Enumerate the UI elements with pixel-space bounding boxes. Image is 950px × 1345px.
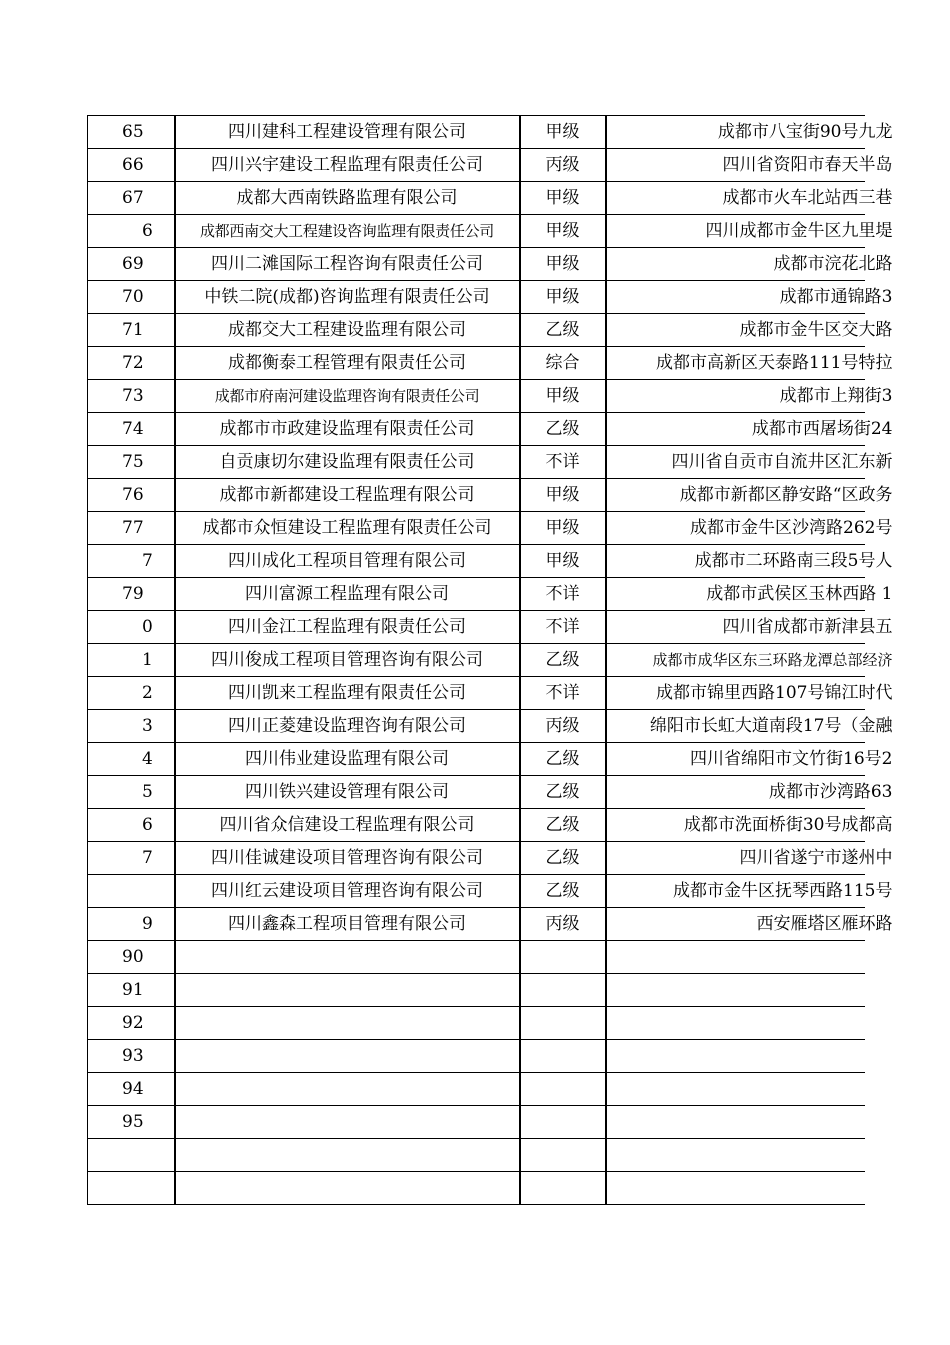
cell-company-name[interactable]: 成都市市政建设监理有限责任公司: [175, 413, 520, 446]
cell-grade[interactable]: 乙级: [520, 314, 606, 347]
cell-grade[interactable]: 不详: [520, 578, 606, 611]
cell-company-name[interactable]: 成都交大工程建设监理有限公司: [175, 314, 520, 347]
cell-number[interactable]: 70: [88, 281, 175, 314]
table-row: [88, 545, 865, 578]
cell-company-name[interactable]: [175, 1073, 520, 1106]
cell-grade[interactable]: [520, 1139, 606, 1172]
cell-address-text: 成都市金牛区交大路: [739, 320, 893, 340]
cell-grade[interactable]: 乙级: [520, 875, 606, 908]
cell-number[interactable]: 93: [88, 1040, 175, 1073]
cell-address-text: 四川省遂宁市遂州中: [739, 848, 893, 868]
cell-address[interactable]: [606, 908, 893, 941]
table-row: [88, 1007, 865, 1040]
cell-number[interactable]: 79: [88, 578, 175, 611]
cell-address-text: 四川成都市金牛区九里堤: [705, 221, 893, 241]
cell-number[interactable]: [88, 1139, 175, 1172]
cell-grade[interactable]: 甲级: [520, 116, 606, 149]
cell-company-name[interactable]: 成都市众恒建设工程监理有限责任公司: [175, 512, 520, 545]
cell-company-name[interactable]: 四川金江工程监理有限责任公司: [175, 611, 520, 644]
cell-number[interactable]: 94: [88, 1073, 175, 1106]
cell-grade[interactable]: [520, 1106, 606, 1139]
table-row: [88, 578, 865, 611]
cell-grade[interactable]: [520, 1172, 606, 1205]
cell-address[interactable]: [606, 1040, 865, 1073]
cell-number[interactable]: 66: [88, 149, 175, 182]
cell-grade[interactable]: 甲级: [520, 512, 606, 545]
cell-address-text: 成都市金牛区沙湾路262号: [690, 518, 893, 538]
cell-company-name[interactable]: [175, 974, 520, 1007]
cell-address[interactable]: [606, 446, 893, 479]
cell-grade[interactable]: 综合: [520, 347, 606, 380]
cell-number[interactable]: 7: [88, 842, 175, 875]
cell-number[interactable]: 71: [88, 314, 175, 347]
cell-grade[interactable]: 甲级: [520, 380, 606, 413]
table-row: [88, 446, 865, 479]
cell-number[interactable]: 4: [88, 743, 175, 776]
cell-address[interactable]: [606, 1073, 865, 1106]
cell-number[interactable]: [88, 1172, 175, 1205]
cell-grade[interactable]: 丙级: [520, 908, 606, 941]
cell-grade[interactable]: 不详: [520, 611, 606, 644]
cell-number[interactable]: [88, 875, 175, 908]
table-row: [88, 380, 865, 413]
table-row: [88, 809, 865, 842]
cell-number[interactable]: 7: [88, 545, 175, 578]
cell-grade[interactable]: [520, 941, 606, 974]
cell-company-name[interactable]: 四川正菱建设监理咨询有限公司: [175, 710, 520, 743]
cell-grade[interactable]: 乙级: [520, 776, 606, 809]
table-row: [88, 677, 865, 710]
cell-address-text: 四川省绵阳市文竹街16号2: [690, 749, 893, 769]
cell-number[interactable]: 76: [88, 479, 175, 512]
cell-address-text: 成都市高新区天泰路111号特拉: [656, 353, 893, 373]
cell-company-name[interactable]: 四川佳诚建设项目管理咨询有限公司: [175, 842, 520, 875]
cell-grade[interactable]: 甲级: [520, 479, 606, 512]
cell-grade[interactable]: 丙级: [520, 149, 606, 182]
table-row: [88, 215, 865, 248]
table-row: [88, 875, 865, 908]
cell-number[interactable]: 2: [88, 677, 175, 710]
cell-grade[interactable]: 乙级: [520, 842, 606, 875]
cell-company-name[interactable]: 四川凯来工程监理有限责任公司: [175, 677, 520, 710]
cell-address[interactable]: [606, 941, 865, 974]
cell-address-text: 绵阳市长虹大道南段17号（金融: [649, 716, 893, 736]
cell-company-name[interactable]: 四川富源工程监理有限公司: [175, 578, 520, 611]
cell-number[interactable]: 5: [88, 776, 175, 809]
cell-address[interactable]: [606, 644, 893, 677]
cell-company-name[interactable]: 中铁二院(成都)咨询监理有限责任公司: [175, 281, 520, 314]
table-row: [88, 611, 865, 644]
cell-address[interactable]: [606, 545, 893, 578]
cell-company-name[interactable]: [175, 1139, 520, 1172]
cell-address[interactable]: [606, 1172, 865, 1205]
table-row: [88, 1073, 865, 1106]
cell-address-text: 成都市金牛区抚琴西路115号: [673, 881, 893, 901]
cell-company-name[interactable]: 四川俊成工程项目管理咨询有限公司: [175, 644, 520, 677]
cell-company-name[interactable]: 四川伟业建设监理有限公司: [175, 743, 520, 776]
cell-address[interactable]: [606, 809, 893, 842]
cell-address[interactable]: [606, 347, 893, 380]
cell-address[interactable]: [606, 842, 893, 875]
cell-number[interactable]: 0: [88, 611, 175, 644]
cell-company-name[interactable]: [175, 1040, 520, 1073]
cell-address[interactable]: [606, 116, 893, 149]
table-row: [88, 743, 865, 776]
cell-number[interactable]: 6: [88, 809, 175, 842]
table-body: [88, 116, 893, 1205]
cell-grade[interactable]: 乙级: [520, 413, 606, 446]
cell-address[interactable]: [606, 1106, 865, 1139]
cell-company-name[interactable]: 自贡康切尔建设监理有限责任公司: [175, 446, 520, 479]
cell-number[interactable]: 72: [88, 347, 175, 380]
table-row: [88, 1040, 865, 1073]
cell-address[interactable]: [606, 380, 893, 413]
cell-address[interactable]: [606, 974, 865, 1007]
cell-company-name[interactable]: 成都大西南铁路监理有限公司: [175, 182, 520, 215]
cell-company-name[interactable]: 四川成化工程项目管理有限公司: [175, 545, 520, 578]
table-row: [88, 1139, 865, 1172]
table-row: [88, 347, 865, 380]
table-row: [88, 512, 865, 545]
table-row: [88, 710, 865, 743]
cell-address[interactable]: [606, 281, 893, 314]
cell-grade[interactable]: 甲级: [520, 215, 606, 248]
cell-grade[interactable]: 甲级: [520, 545, 606, 578]
cell-company-name[interactable]: 四川二滩国际工程咨询有限责任公司: [175, 248, 520, 281]
cell-company-name[interactable]: [175, 1172, 520, 1205]
cell-number[interactable]: 3: [88, 710, 175, 743]
cell-address[interactable]: [606, 479, 893, 512]
cell-address[interactable]: [606, 743, 893, 776]
cell-number[interactable]: 6: [88, 215, 175, 248]
cell-address-text: 成都市锦里西路107号锦江时代: [656, 683, 893, 703]
cell-grade[interactable]: [520, 1073, 606, 1106]
cell-grade[interactable]: [520, 1007, 606, 1040]
cell-grade[interactable]: 不详: [520, 677, 606, 710]
cell-address[interactable]: [606, 182, 893, 215]
cell-number[interactable]: 69: [88, 248, 175, 281]
cell-address-text: 成都市火车北站西三巷: [722, 188, 893, 208]
cell-grade[interactable]: 甲级: [520, 248, 606, 281]
cell-grade[interactable]: 甲级: [520, 281, 606, 314]
cell-address[interactable]: [606, 776, 893, 809]
cell-address[interactable]: [606, 149, 893, 182]
table-row: [88, 842, 865, 875]
cell-number[interactable]: 65: [88, 116, 175, 149]
cell-address-text: 四川省成都市新津县五: [722, 617, 893, 637]
table-row: [88, 314, 865, 347]
cell-address-text: 西安雁塔区雁环路: [756, 914, 893, 934]
cell-number[interactable]: 1: [88, 644, 175, 677]
cell-number[interactable]: 90: [88, 941, 175, 974]
cell-company-name[interactable]: [175, 1007, 520, 1040]
table-row: [88, 413, 865, 446]
cell-number[interactable]: 75: [88, 446, 175, 479]
cell-address[interactable]: [606, 1007, 865, 1040]
cell-address[interactable]: [606, 710, 893, 743]
cell-number[interactable]: 67: [88, 182, 175, 215]
cell-grade[interactable]: 乙级: [520, 809, 606, 842]
table-row: [88, 908, 865, 941]
cell-number[interactable]: 73: [88, 380, 175, 413]
table-row: [88, 941, 865, 974]
table-row: [88, 1172, 865, 1205]
cell-address-text: 成都市上翔街3: [779, 386, 893, 406]
cell-address-text: 四川省资阳市春天半岛: [722, 155, 893, 175]
cell-address-text: 四川省自贡市自流井区汇东新: [671, 452, 893, 472]
cell-address[interactable]: [606, 248, 893, 281]
cell-address[interactable]: [606, 611, 893, 644]
cell-company-name[interactable]: 成都市新都建设工程监理有限公司: [175, 479, 520, 512]
table-row: [88, 182, 865, 215]
cell-address-text: 成都市洗面桥街30号成都高: [683, 815, 893, 835]
cell-grade[interactable]: 丙级: [520, 710, 606, 743]
cell-company-name[interactable]: [175, 1106, 520, 1139]
cell-address[interactable]: [606, 578, 893, 611]
cell-number[interactable]: 95: [88, 1106, 175, 1139]
cell-number[interactable]: 74: [88, 413, 175, 446]
table-row: [88, 479, 865, 512]
cell-grade[interactable]: 不详: [520, 446, 606, 479]
cell-number[interactable]: 77: [88, 512, 175, 545]
cell-grade[interactable]: 乙级: [520, 743, 606, 776]
cell-company-name[interactable]: 成都西南交大工程建设咨询监理有限责任公司: [175, 215, 520, 248]
cell-number[interactable]: 9: [88, 908, 175, 941]
cell-company-name[interactable]: 四川建科工程建设管理有限公司: [175, 116, 520, 149]
cell-grade[interactable]: 乙级: [520, 644, 606, 677]
cell-address-text: 成都市新都区静安路“区政务: [679, 485, 893, 505]
cell-address-text: 成都市通锦路3: [779, 287, 893, 307]
table-row: [88, 248, 865, 281]
cell-address[interactable]: [606, 1139, 865, 1172]
cell-company-name[interactable]: 成都市府南河建设监理咨询有限责任公司: [175, 380, 520, 413]
cell-address-text: 成都市武侯区玉林西路 1: [706, 584, 893, 604]
cell-address[interactable]: [606, 677, 893, 710]
cell-company-name[interactable]: 成都衡泰工程管理有限责任公司: [175, 347, 520, 380]
cell-number[interactable]: 92: [88, 1007, 175, 1040]
table-row: [88, 281, 865, 314]
cell-address[interactable]: [606, 314, 893, 347]
cell-address-text: 成都市八宝街90号九龙: [717, 122, 893, 142]
table-row: [88, 644, 865, 677]
cell-address[interactable]: [606, 413, 893, 446]
table-row: [88, 776, 865, 809]
cell-company-name[interactable]: [175, 941, 520, 974]
company-table: [87, 115, 893, 1205]
cell-grade[interactable]: 甲级: [520, 182, 606, 215]
cell-address[interactable]: [606, 875, 893, 908]
cell-company-name[interactable]: 四川省众信建设工程监理有限公司: [175, 809, 520, 842]
cell-company-name[interactable]: 四川鑫森工程项目管理有限公司: [175, 908, 520, 941]
cell-address-text: 成都市浣花北路: [773, 254, 893, 274]
spreadsheet-sheet: [87, 115, 893, 1205]
cell-address-text: 成都市二环路南三段5号人: [694, 551, 893, 571]
cell-company-name[interactable]: 四川铁兴建设管理有限公司: [175, 776, 520, 809]
cell-company-name[interactable]: 四川红云建设项目管理咨询有限公司: [175, 875, 520, 908]
cell-grade[interactable]: [520, 974, 606, 1007]
table-row: [88, 1106, 865, 1139]
cell-address-text: 成都市西屠场街24: [751, 419, 893, 439]
table-row: [88, 974, 865, 1007]
cell-company-name[interactable]: 四川兴宇建设工程监理有限责任公司: [175, 149, 520, 182]
cell-address[interactable]: [606, 215, 893, 248]
cell-grade[interactable]: [520, 1040, 606, 1073]
cell-address[interactable]: [606, 512, 893, 545]
cell-number[interactable]: 91: [88, 974, 175, 1007]
cell-address-text: 成都市成华区东三环路龙潭总部经济: [652, 651, 893, 669]
table-row: [88, 116, 865, 149]
table-row: [88, 149, 865, 182]
cell-address-text: 成都市沙湾路63: [768, 782, 893, 802]
